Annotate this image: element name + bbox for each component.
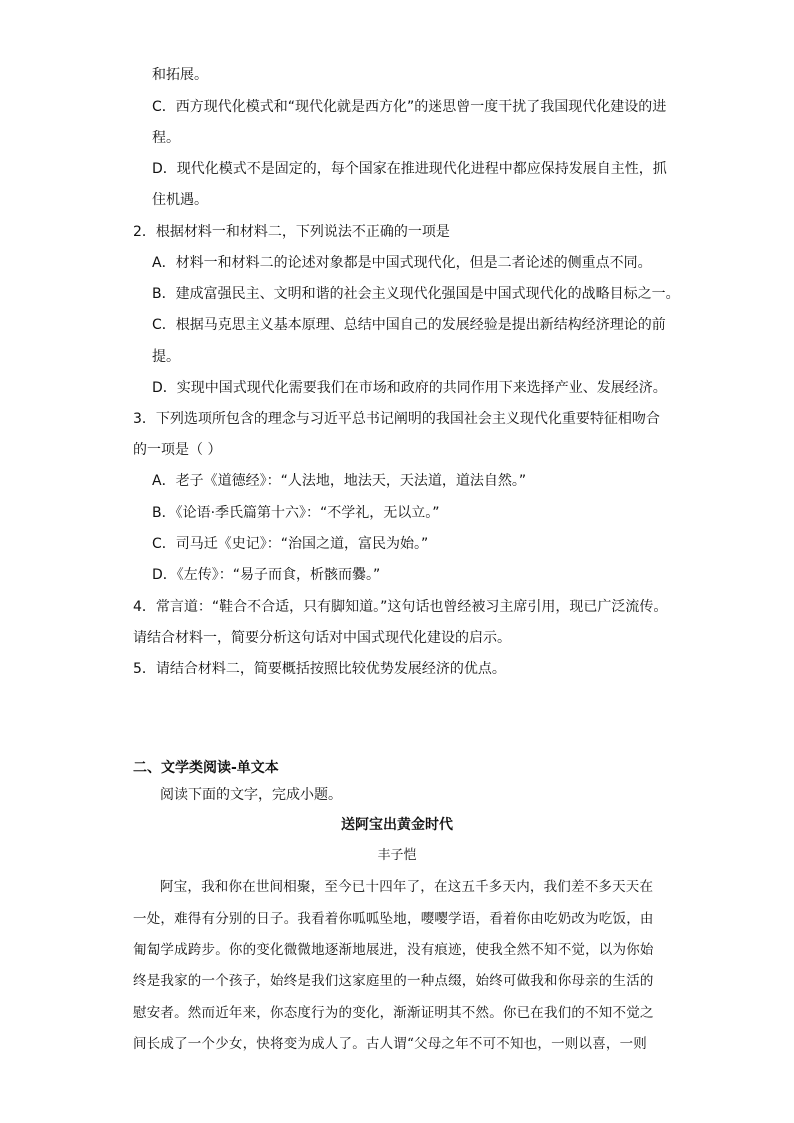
story-paragraph-line: 慰安者。然而近年来，你态度行为的变化，渐渐证明其不然。你已在我们的不知不觉之 (133, 1005, 654, 1021)
q1-option-d-line1: D．现代化模式不是固定的，每个国家在推进现代化进程中都应保持发展自主性，抓 (152, 161, 667, 177)
q3-option-d: D．《左传》：“易子而食，析骸而爨。” (152, 567, 381, 583)
q2-stem: 2．根据材料一和材料二，下列说法不正确的一项是 (133, 224, 450, 240)
story-paragraph-line: 一处，难得有分别的日子。我看着你呱呱坠地，嘤嘤学语，看着你由吃奶改为吃饭，由 (133, 911, 654, 927)
q2-option-c-line2: 提。 (152, 349, 180, 365)
reading-instruction: 阅读下面的文字，完成小题。 (160, 787, 342, 803)
q3-stem-line1: 3．下列选项所包含的理念与习近平总书记阐明的我国社会主义现代化重要特征相吻合 (133, 411, 660, 427)
q3-option-a: A．老子《道德经》：“人法地，地法天，天法道，道法自然。” (152, 473, 527, 489)
q2-option-b: B．建成富强民主、文明和谐的社会主义现代化强国是中国式现代化的战略目标之一。 (152, 286, 680, 302)
q3-stem-line2: 的一项是（ ） (133, 442, 222, 458)
story-paragraph-line: 阿宝，我和你在世间相聚，至今已十四年了，在这五千多天内，我们差不多天天在 (160, 879, 654, 895)
q4-line2: 请结合材料一，简要分析这句话对中国式现代化建设的启示。 (133, 630, 511, 646)
story-title: 送阿宝出黄金时代 (341, 817, 453, 833)
q3-option-b: B．《论语·季氏篇第十六》：“不学礼，无以立。” (152, 505, 440, 521)
story-author: 丰子恺 (377, 848, 417, 863)
q1-option-c-line1: C．西方现代化模式和“现代化就是西方化”的迷思曾一度干扰了我国现代化建设的进 (152, 99, 667, 115)
q1-option-d-line2: 住机遇。 (152, 192, 208, 208)
q2-option-c-line1: C．根据马克思主义基本原理、总结中国自己的发展经验是提出新结构经济理论的前 (152, 317, 666, 333)
q1-option-b-continuation: 和拓展。 (152, 67, 208, 83)
q4-line1: 4．常言道：“鞋合不合适，只有脚知道。”这句话也曾经被习主席引用，现已广泛流传。 (133, 599, 668, 615)
story-paragraph-line: 间长成了一个少女，快将变为成人了。古人谓“父母之年不可不知也，一则以喜，一则 (133, 1036, 648, 1052)
q3-option-c: C．司马迁《史记》：“治国之道，富民为始。” (152, 536, 429, 552)
q2-option-a: A．材料一和材料二的论述对象都是中国式现代化，但是二者论述的侧重点不同。 (152, 255, 652, 271)
story-paragraph-line: 终是我家的一个孩子，始终是我们这家庭里的一种点缀，始终可做我和你母亲的生活的 (133, 973, 654, 989)
q1-option-c-line2: 程。 (152, 130, 180, 146)
q5-line1: 5．请结合材料二，简要概括按照比较优势发展经济的优点。 (133, 661, 506, 677)
section-heading: 二、文学类阅读-单文本 (133, 760, 279, 776)
story-paragraph-line: 匍匐学成跨步。你的变化微微地逐渐地展进，没有痕迹，使我全然不知不觉，以为你始 (133, 942, 654, 958)
q2-option-d: D．实现中国式现代化需要我们在市场和政府的共同作用下来选择产业、发展经济。 (152, 380, 667, 396)
